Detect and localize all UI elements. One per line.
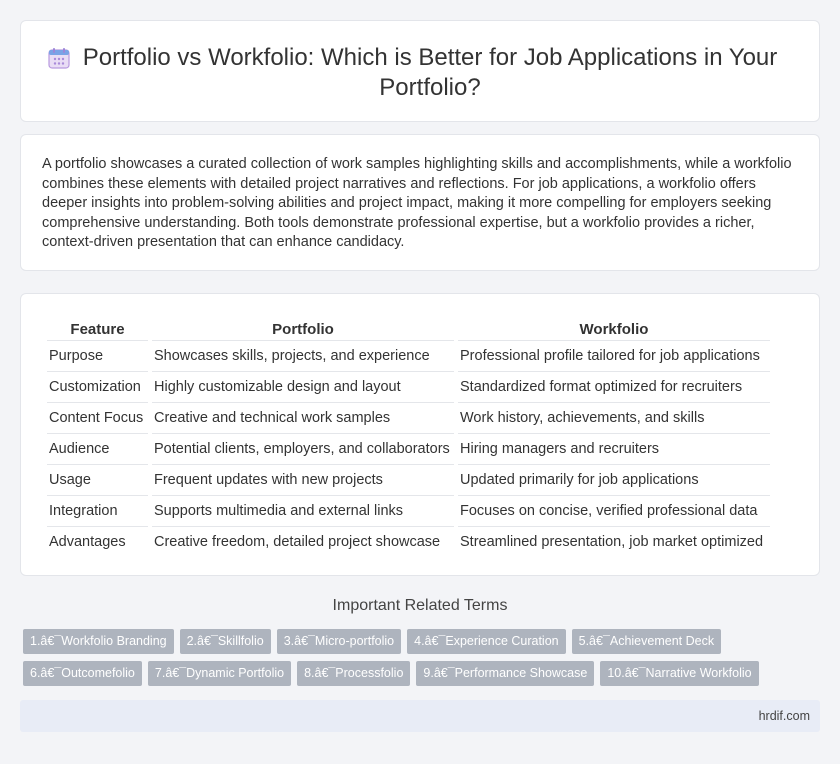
feature-cell: Purpose (47, 340, 148, 371)
table-row (47, 371, 770, 402)
feature-cell: Audience (47, 433, 148, 464)
page-title: Portfolio vs Workfolio: Which is Better for Job Applications in Your Portfolio? (82, 44, 778, 101)
comparison-table (43, 314, 774, 557)
table-row (47, 402, 770, 433)
footer (20, 700, 820, 732)
portfolio-cell: Potential clients, employers, and collaborators (152, 433, 454, 464)
workfolio-cell: Streamlined presentation, job market optimized (458, 526, 770, 557)
workfolio-cell: Work history, achievements, and skills (458, 402, 770, 433)
feature-cell: Advantages (47, 526, 148, 557)
workfolio-cell: Updated primarily for job applications (458, 464, 770, 495)
header-workfolio: Workfolio (579, 321, 649, 338)
related-term-tag[interactable]: 10.â€¯Narrative Workfolio (600, 661, 758, 686)
feature-cell: Usage (47, 464, 148, 495)
table-row (47, 495, 770, 526)
table-row (47, 464, 770, 495)
intro-card (20, 134, 820, 271)
related-term-tag[interactable]: 7.â€¯Dynamic Portfolio (148, 661, 291, 686)
table-row (47, 433, 770, 464)
related-term-tag[interactable]: 5.â€¯Achievement Deck (572, 629, 721, 654)
header-portfolio: Portfolio (272, 321, 334, 338)
portfolio-cell: Frequent updates with new projects (152, 464, 454, 495)
related-tags-row (23, 629, 823, 654)
related-term-tag[interactable]: 9.â€¯Performance Showcase (416, 661, 594, 686)
related-term-tag[interactable]: 3.â€¯Micro-portfolio (277, 629, 401, 654)
comparison-card (20, 293, 820, 576)
portfolio-cell: Creative and technical work samples (152, 402, 454, 433)
related-term-tag[interactable]: 6.â€¯Outcomefolio (23, 661, 142, 686)
footer-site[interactable]: hrdif.com (758, 709, 810, 723)
table-row (47, 340, 770, 371)
workfolio-cell: Focuses on concise, verified professional data (458, 495, 770, 526)
title-card (20, 20, 820, 122)
portfolio-cell: Highly customizable design and layout (152, 371, 454, 402)
related-tags-row (23, 661, 823, 686)
portfolio-cell: Supports multimedia and external links (152, 495, 454, 526)
related-term-tag[interactable]: 1.â€¯Workfolio Branding (23, 629, 174, 654)
header-feature: Feature (70, 321, 125, 338)
table-header-row (47, 314, 770, 340)
related-terms-heading: Important Related Terms (332, 597, 508, 614)
related-term-tag[interactable]: 2.â€¯Skillfolio (180, 629, 271, 654)
feature-cell: Integration (47, 495, 148, 526)
feature-cell: Customization (47, 371, 148, 402)
table-row (47, 526, 770, 557)
feature-cell: Content Focus (47, 402, 148, 433)
workfolio-cell: Standardized format optimized for recruiters (458, 371, 770, 402)
workfolio-cell: Professional profile tailored for job applications (458, 340, 770, 371)
portfolio-cell: Showcases skills, projects, and experience (152, 340, 454, 371)
workfolio-cell: Hiring managers and recruiters (458, 433, 770, 464)
related-term-tag[interactable]: 4.â€¯Experience Curation (407, 629, 566, 654)
portfolio-cell: Creative freedom, detailed project showcase (152, 526, 454, 557)
related-term-tag[interactable]: 8.â€¯Processfolio (297, 661, 410, 686)
intro-paragraph: A portfolio showcases a curated collection of work samples highlighting skills and accomplishments, while a workfolio combines these elements with detailed project narratives and reflections. For job applications, a workfolio offers deeper insights into problem-solving abilities and project impact, making it more compelling for employers seeking comprehensive understanding. Both tools demonstrate professional expertise, but a workfolio provides a richer, context-driven presentation that can enhance candidacy. (42, 156, 792, 251)
